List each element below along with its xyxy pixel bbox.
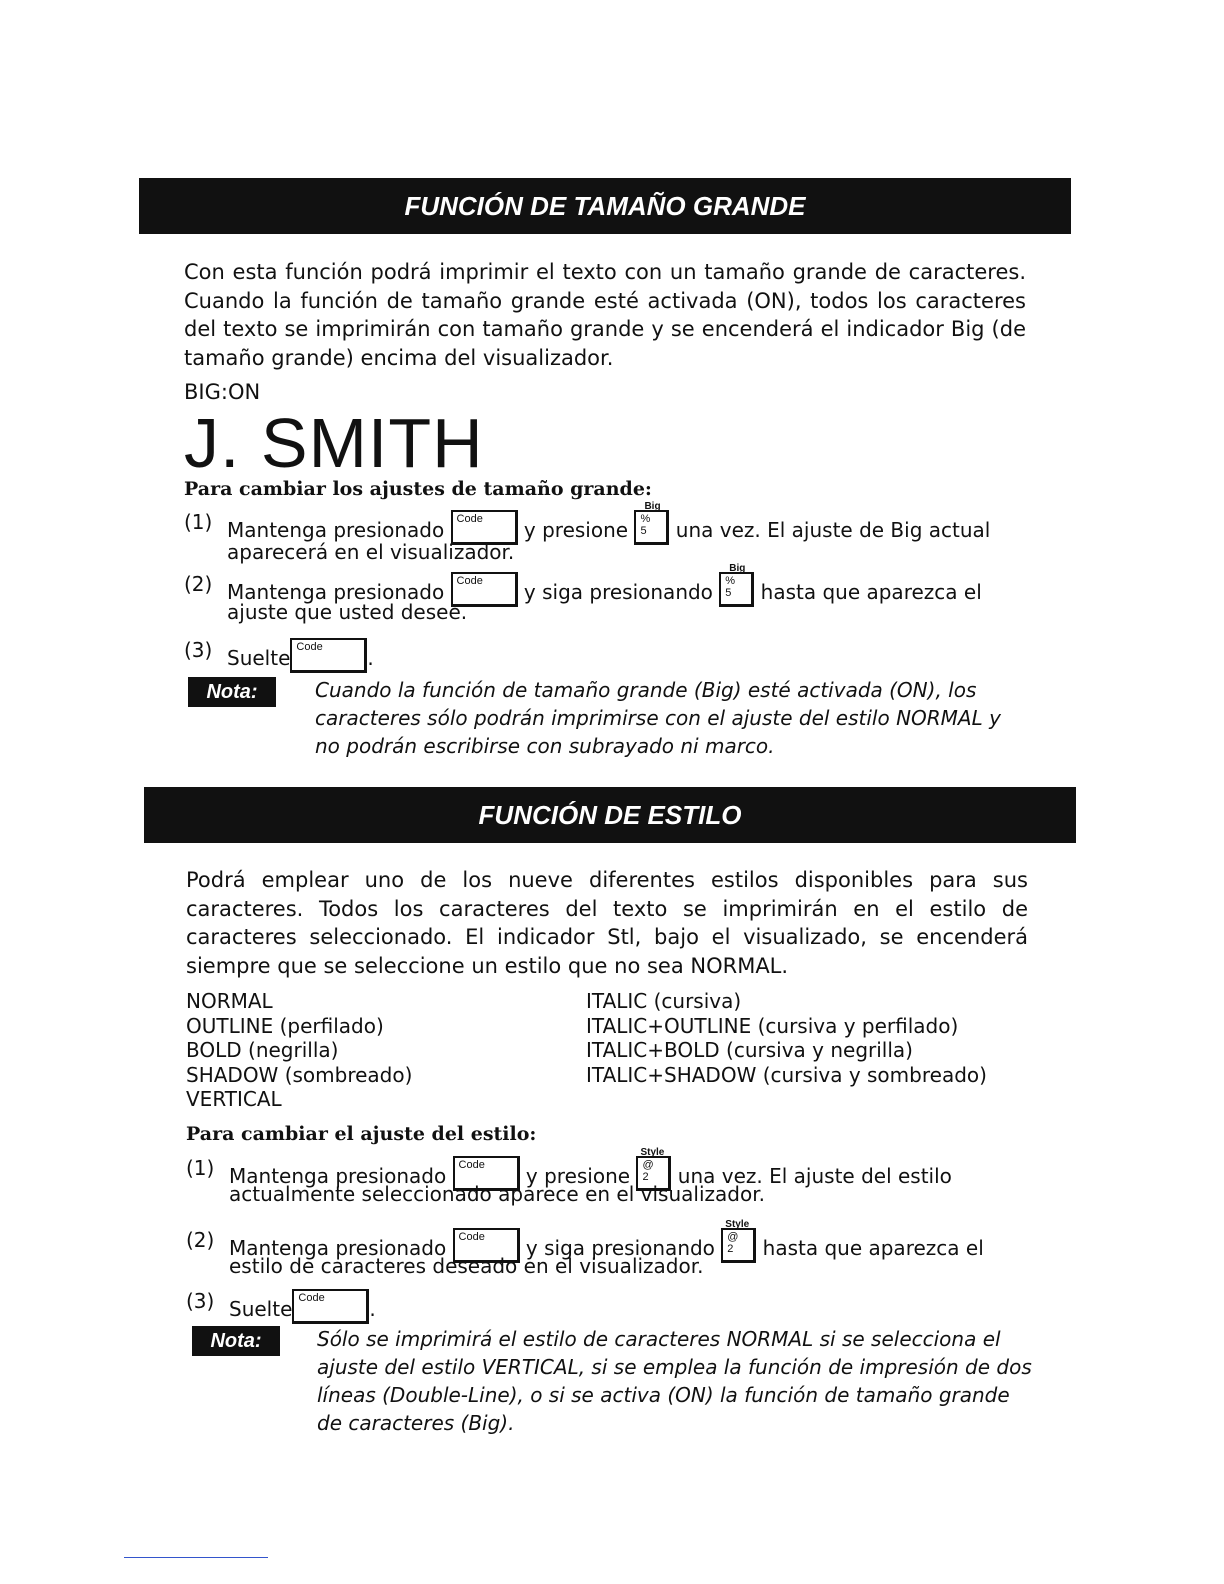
style-option: ITALIC+SHADOW (cursiva y sombreado) [586,1062,987,1087]
footer-divider [124,1557,268,1558]
step-number: (1) [184,510,213,534]
step-text: y siga presionando [523,580,713,604]
nota-badge: Nota: [192,1326,280,1356]
big-step-2 [184,563,1044,628]
step-number: (1) [186,1156,215,1180]
step-number: (3) [184,638,213,662]
big-step-1 [184,501,1044,566]
step-text: y presione [523,518,629,542]
style-key: Style @ 2 [636,1156,671,1191]
step-text: Suelte [227,646,291,670]
step-text: una vez. El ajuste del estilo [677,1164,952,1188]
step-number: (2) [184,572,213,596]
style-option: ITALIC+OUTLINE (cursiva y perfilado) [586,1013,959,1038]
step-text: y presione [525,1164,631,1188]
style-step-2 [186,1219,1046,1284]
style-option: SHADOW (sombreado) [186,1062,413,1087]
styles-left-column [186,989,412,1112]
style-intro: Podrá emplear uno de los nueve diferentes estilos disponibles para sus caracteres. Todos los caracteres del texto se imprimirán en el estilo de caracteres seleccionado. El indicador Stl, bajo el visualizado, se encenderá siempre que se seleccione un estilo que no sea NORMAL. [186,868,1028,978]
big-key: Big % 5 [719,572,754,607]
step-text: Mantenga presionado [227,518,445,542]
style-option: VERTICAL [186,1087,282,1111]
big-step-3: (3) Suelte Code . [184,638,584,672]
step-continuation: aparecerá en el visualizador. [227,540,515,564]
style-option: BOLD (negrilla) [186,1038,339,1062]
code-key: Code [451,510,518,545]
code-key: Code [292,1289,369,1324]
style-option: OUTLINE (perfilado) [186,1013,384,1038]
big-setting-label: BIG:ON [184,380,261,404]
section-title-style: FUNCIÓN DE ESTILO [144,787,1076,843]
style-nota-text: Sólo se imprimirá el estilo de caracteres NORMAL si se selecciona el ajuste del estilo VERTICAL, si se emplea la función de impresión de dos líneas (Double-Line), o si se activa (ON) la función de tamaño grande de caracteres (Big). [317,1327,1032,1435]
big-subheading: Para cambiar los ajustes de tamaño grande: [184,478,652,500]
step-text: Mantenga presionado [229,1164,447,1188]
style-key: Style @ 2 [721,1228,756,1263]
step-text: hasta que aparezca el [762,1236,984,1260]
code-key: Code [451,572,518,607]
nota-badge: Nota: [188,677,276,707]
step-text: y siga presionando [525,1236,715,1260]
code-key: Code [453,1228,520,1263]
step-text: Mantenga presionado [227,580,445,604]
step-continuation: ajuste que usted desee. [227,600,468,624]
big-key: Big % 5 [634,510,669,545]
code-key: Code [290,638,367,673]
step-number: (2) [186,1228,215,1252]
step-text: una vez. El ajuste de Big actual [675,518,991,542]
big-sample-text: J. SMITH [184,404,484,482]
step-continuation: actualmente seleccionado aparece en el visualizador. [229,1182,765,1206]
styles-right-column [586,989,987,1087]
style-step-3: (3) Suelte Code . [186,1289,586,1323]
step-continuation: estilo de caracteres deseado en el visualizador. [229,1254,704,1278]
code-key: Code [453,1156,520,1191]
style-option: ITALIC (cursiva) [586,989,742,1013]
style-step-1 [186,1147,1046,1212]
style-option: ITALIC+BOLD (cursiva y negrilla) [586,1038,913,1062]
step-text: Suelte [229,1297,293,1321]
big-size-intro: Con esta función podrá imprimir el texto con un tamaño grande de caracteres. Cuando la función de tamaño grande esté activada (ON), todos los caracteres del texto se imprimirán con tamaño grande y se encenderá el indicador Big (de tamaño grande) encima del visualizador. [184,260,1026,370]
style-subheading: Para cambiar el ajuste del estilo: [186,1123,537,1145]
big-nota-text: Cuando la función de tamaño grande (Big) esté activada (ON), los caracteres sólo podrán imprimirse con el ajuste del estilo NORMAL y no podrán escribirse con subrayado ni marco. [315,678,1001,758]
step-text: hasta que aparezca el [760,580,982,604]
style-option: NORMAL [186,989,273,1013]
step-number: (3) [186,1289,215,1313]
step-text: Mantenga presionado [229,1236,447,1260]
section-title-big-size: FUNCIÓN DE TAMAÑO GRANDE [139,178,1071,234]
